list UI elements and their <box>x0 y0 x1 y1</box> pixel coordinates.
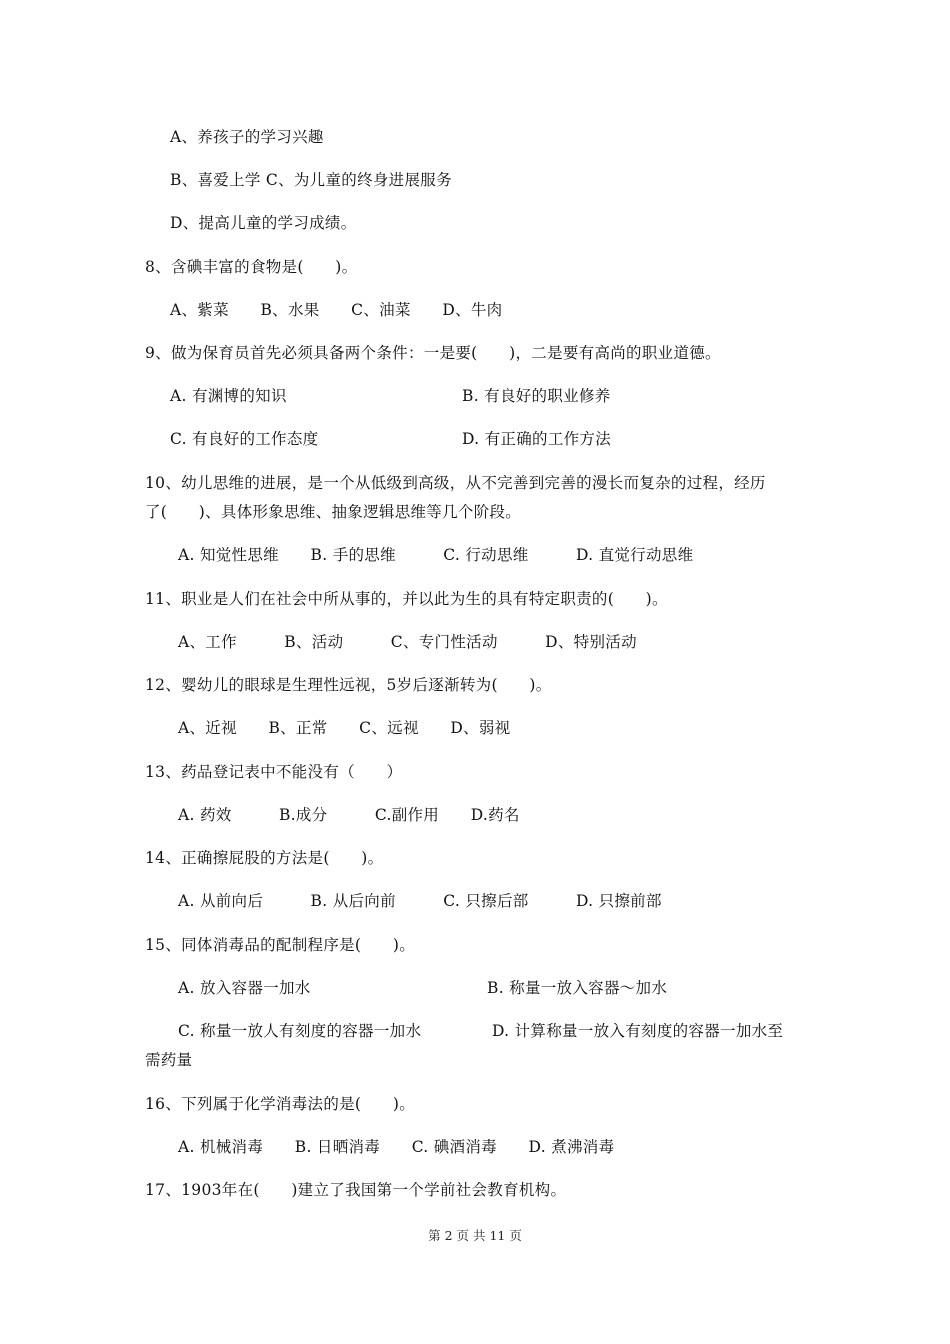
question-9-option-a: A. 有渊博的知识 <box>170 387 287 405</box>
question-15-option-d: D. 计算称量一放入有刻度的容器一加水至 <box>492 1022 784 1040</box>
question-11: 11、职业是人们在社会中所从事的，并以此为生的具有特定职责的( )。 <box>145 590 668 608</box>
option-line: A、养孩子的学习兴趣 <box>170 128 324 146</box>
question-8-options: A、紫菜 B、水果 C、油菜 D、牛肉 <box>170 301 503 319</box>
question-15-option-a: A. 放入容器一加水 <box>178 979 311 997</box>
question-15: 15、同体消毒品的配制程序是( )。 <box>145 936 416 954</box>
option-line: D、提高儿童的学习成绩。 <box>170 214 357 232</box>
question-9-option-d: D. 有正确的工作方法 <box>462 430 612 448</box>
question-16: 16、下列属于化学消毒法的是( )。 <box>145 1095 416 1113</box>
option-line: B、喜爱上学 C、为儿童的终身进展服务 <box>170 171 452 189</box>
question-13: 13、药品登记表中不能没有（ ） <box>145 763 403 781</box>
question-16-options: A. 机械消毒 B. 日晒消毒 C. 碘酒消毒 D. 煮沸消毒 <box>178 1138 615 1156</box>
question-14: 14、正确擦屁股的方法是( )。 <box>145 849 384 867</box>
question-15-option-d-continued: 需药量 <box>145 1051 193 1069</box>
question-15-option-c: C. 称量一放人有刻度的容器一加水 <box>178 1022 422 1040</box>
question-12-options: A、近视 B、正常 C、远视 D、弱视 <box>178 719 511 737</box>
question-14-options: A. 从前向后 B. 从后向前 C. 只擦后部 D. 只擦前部 <box>178 892 662 910</box>
page-footer: 第 2 页 共 11 页 <box>428 1228 522 1243</box>
question-12: 12、婴幼儿的眼球是生理性远视，5岁后逐渐转为( )。 <box>145 676 552 694</box>
question-9: 9、做为保育员首先必须具备两个条件：一是要( )，二是要有高尚的职业道德。 <box>145 344 721 362</box>
question-10-line-2: 了( )、具体形象思维、抽象逻辑思维等几个阶段。 <box>145 503 522 521</box>
question-9-option-c: C. 有良好的工作态度 <box>170 430 319 448</box>
question-11-options: A、工作 B、活动 C、专门性活动 D、特别活动 <box>178 633 637 651</box>
question-9-option-b: B. 有良好的职业修养 <box>462 387 611 405</box>
question-15-option-b: B. 称量一放入容器～加水 <box>487 979 668 997</box>
question-10-options: A. 知觉性思维 B. 手的思维 C. 行动思维 D. 直觉行动思维 <box>178 546 694 564</box>
question-8: 8、含碘丰富的食物是( )。 <box>145 258 358 276</box>
question-10-line-1: 10、幼儿思维的进展，是一个从低级到高级，从不完善到完善的漫长而复杂的过程，经历 <box>145 474 766 492</box>
question-13-options: A. 药效 B.成分 C.副作用 D.药名 <box>178 806 520 824</box>
question-17: 17、1903年在( )建立了我国第一个学前社会教育机构。 <box>145 1181 567 1199</box>
